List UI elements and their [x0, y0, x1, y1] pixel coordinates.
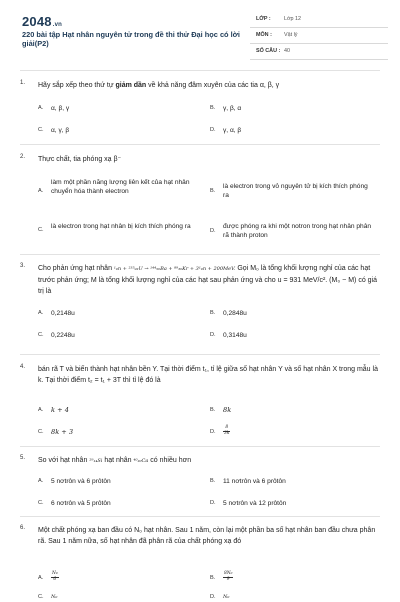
meta-value: Vật lý: [284, 32, 298, 38]
question-text: So với hạt nhân ²⁹₁₄Si hạt nhân ⁴⁰₂₀Ca có nhiều hơn: [38, 457, 192, 464]
divider: [20, 354, 380, 355]
divider: [20, 254, 380, 255]
question-text: Thực chất, tia phóng xạ β⁻: [38, 156, 122, 163]
fraction: $\frac{\text{8N₀}}{9}$: [224, 571, 233, 582]
question-number: 6.: [20, 525, 26, 531]
meta-label: SỐ CÂU :: [256, 48, 281, 54]
question-text: Hãy sắp xếp theo thứ tự giảm dần về khả năng đâm xuyên của các tia α, β, γ: [38, 82, 280, 89]
worksheet-page: 2048.vn 220 bài tập Hạt nhân nguyên tử trong đề thi thử Đại học có lời giải(P2) LỚP : Lớp 12 MÔN : Vật lý SỐ CÂU : 40 1. Hãy sắp xếp theo thứ tự giảm dần về khả năng đâm xuyên của các tia α, β, γ A. α, β, γ B. γ, β, α C. α, γ, β D. γ, α, β 2. Thực chất, tia phóng xạ β⁻ A. làm một phần năng lượng liên kết của hạt nhân chuyển hóa thành electron B. là electron trong vỏ nguyên tử bị kích thích phóng ra C. là electron trong hạt nhân bị kích thích phóng ra D. được phóng ra khi một notron trong hạt nhân phân rã thành proton 3. Cho phản ứng hạt nhân ¹₀n + ²³⁵₉₂U → ¹⁴⁴₅₆Ba + ⁸⁹₃₆Kr + 3¹₀n + 200MeV. Gọi M₀ là tổng khối lượng nghỉ của các hạt trước phản ứng; M là tổng khối lượng nghỉ của các hạt sau phản ứng và cho u = 931 MeV/c². (M₀ − M) có giá trị là A. 0,2148u B. 0,2848u C. 0,2248u D. 0,3148u 4. bán rã T và biến thành hạt nhân bền Y. Tại thời điểm t₁, tỉ lệ giữa số hạt nhân Y và số hạt nhân X trong mẫu là k. Tại thời điểm t₂ = t₁ + 3T thì tỉ lệ đó là A. k + 4 B. 8k C. 8k + 3 D. $\frac{8}{3k}$ 5. So với hạt nhân ²⁹₁₄Si hạt nhân ⁴⁰₂₀Ca có nhiều hơn A. 5 nơtrôn và 6 prôtôn B. 11 nơtrôn và 6 prôtôn C. 6 nơtrôn và 5 prôtôn D. 5 nơtrôn và 12 prôtôn 6. Một chất phóng xạ ban đầu có N₀ hạt nhân. Sau 1 năm, còn lại một phần ba số hạt nhân ban đầu chưa phân rã. Sau 1 năm nữa, số hạt nhân đã phân rã của chất phóng xạ đó A. $\frac{\text{N₀}}{6}$ B. $\frac{\text{8N₀}}{9}$ C. N₀ D. N₀: [0, 0, 400, 600]
meta-row-class: [250, 12, 388, 28]
question-number: 4.: [20, 364, 26, 370]
worksheet-header: [0, 0, 400, 62]
question-text: Cho phản ứng hạt nhân ¹₀n + ²³⁵₉₂U → ¹⁴⁴₅₆Ba + ⁸⁹₃₆Kr + 3¹₀n + 200MeV. Gọi M₀ là tổng khối lượng nghỉ của các hạt trước phản ứng; M là tổng khối lượng nghỉ của các hạt sau phản ứng và cho u = 931 MeV/c². (M₀ − M) có giá trị là: [38, 265, 378, 295]
document-title: 220 bài tập Hạt nhân nguyên tử trong đề thi thử Đại học có lời giải(P2): [22, 30, 240, 49]
divider: [20, 70, 380, 71]
meta-label: LỚP :: [256, 16, 271, 22]
divider: [20, 144, 380, 145]
isotope-ca: ⁴⁰₂₀Ca: [133, 458, 149, 464]
isotope-si: ²⁹₁₄Si: [89, 458, 103, 464]
site-logo[interactable]: 2048.vn: [22, 14, 63, 29]
meta-row-subject: [250, 28, 388, 44]
meta-label: MÔN :: [256, 32, 272, 38]
divider: [20, 516, 380, 517]
question-text: bán rã T và biến thành hạt nhân bền Y. Tại thời điểm t₁, tỉ lệ giữa số hạt nhân Y và số hạt nhân X trong mẫu là k. Tại thời điểm t₂ = t₁ + 3T thì tỉ lệ đó là: [38, 366, 378, 384]
fraction: $\frac{\text{N₀}}{6}$: [52, 571, 58, 582]
meta-value: Lớp 12: [284, 16, 302, 22]
divider: [20, 446, 380, 447]
question-number: 5.: [20, 455, 26, 461]
meta-panel: [250, 12, 388, 60]
meta-row-count: [250, 44, 388, 60]
question-number: 2.: [20, 154, 26, 160]
question-number: 3.: [20, 263, 26, 269]
question-number: 1.: [20, 80, 26, 86]
meta-value: 40: [284, 48, 290, 54]
fraction: $\frac{8}{3k}$: [224, 425, 230, 436]
nuclear-equation: ¹₀n + ²³⁵₉₂U → ¹⁴⁴₅₆Ba + ⁸⁹₃₆Kr + 3¹₀n + 200MeV.: [113, 266, 236, 272]
question-text: Một chất phóng xạ ban đầu có N₀ hạt nhân. Sau 1 năm, còn lại một phần ba số hạt nhân ban đầu chưa phân rã. Sau 1 năm nữa, số hạt nhân đã phân rã của chất phóng xạ đó: [38, 527, 376, 545]
